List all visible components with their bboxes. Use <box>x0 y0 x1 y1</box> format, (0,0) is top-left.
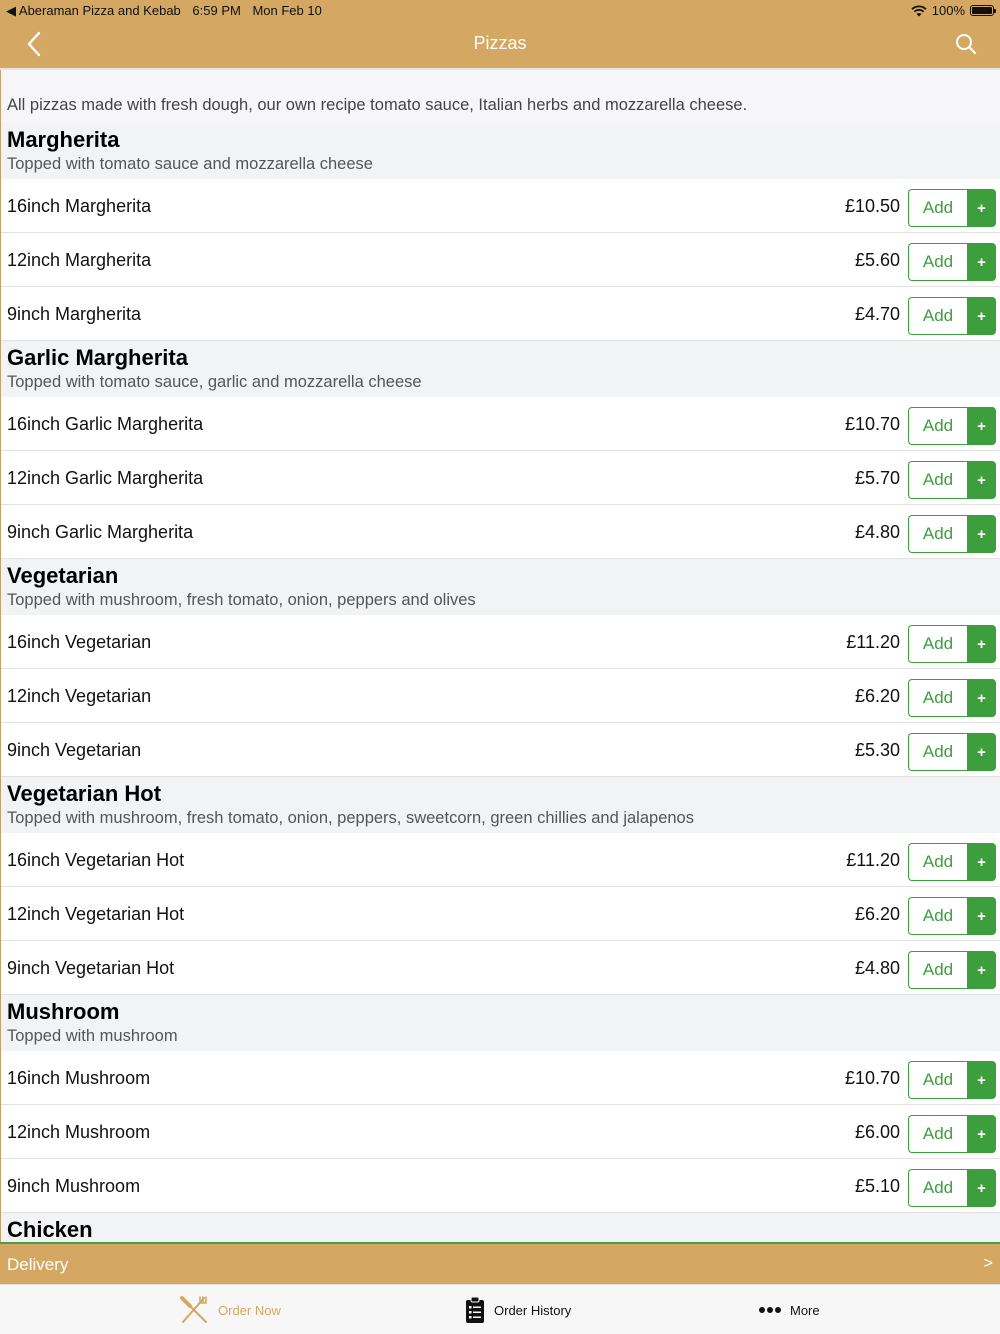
back-button[interactable] <box>18 28 50 60</box>
item-name: 12inch Margherita <box>7 250 152 270</box>
group-header <box>1 1213 1000 1242</box>
add-to-order-button[interactable] <box>908 515 996 553</box>
tab-more-label: More <box>790 1302 820 1318</box>
add-button-label: Add <box>908 461 967 499</box>
add-to-order-button[interactable] <box>908 843 996 881</box>
add-to-order-button[interactable] <box>908 1169 996 1207</box>
group-description: Topped with tomato sauce, garlic and mozzarella cheese <box>7 373 422 391</box>
item-price: £4.70 <box>854 304 900 324</box>
add-to-order-button[interactable] <box>908 733 996 771</box>
item-price: £6.00 <box>854 1122 900 1142</box>
add-to-order-button[interactable] <box>908 897 996 935</box>
menu-item-row <box>1 941 1000 995</box>
more-dots-icon <box>758 1306 782 1314</box>
menu-item-row <box>1 615 1000 669</box>
group-title: Mushroom <box>7 999 120 1024</box>
group-header <box>1 777 1000 833</box>
group-description: Topped with mushroom, fresh tomato, onion, peppers and olives <box>7 591 476 609</box>
add-to-order-button[interactable] <box>908 951 996 989</box>
item-price: £4.80 <box>854 958 900 978</box>
page-title: Pizzas <box>473 33 527 53</box>
add-button-label: Add <box>908 297 967 335</box>
item-name: 9inch Vegetarian <box>7 740 142 760</box>
plus-icon: + <box>967 897 996 935</box>
add-button-label: Add <box>908 1061 967 1099</box>
menu-list[interactable] <box>0 70 1000 1242</box>
group-header <box>1 341 1000 397</box>
menu-item-row <box>1 1051 1000 1105</box>
cutlery-icon <box>178 1294 210 1326</box>
category-intro: All pizzas made with fresh dough, our own recipe tomato sauce, Italian herbs and mozzarella cheese. <box>1 70 1000 123</box>
item-price: £5.10 <box>854 1176 900 1196</box>
status-left <box>6 3 330 19</box>
group-header <box>1 995 1000 1051</box>
add-to-order-button[interactable] <box>908 243 996 281</box>
plus-icon: + <box>967 951 996 989</box>
item-name: 16inch Garlic Margherita <box>7 414 204 434</box>
plus-icon: + <box>967 1169 996 1207</box>
add-button-label: Add <box>908 843 967 881</box>
plus-icon: + <box>967 843 996 881</box>
item-name: 16inch Vegetarian <box>7 632 152 652</box>
item-price: £11.20 <box>846 850 900 870</box>
group-header <box>1 123 1000 179</box>
item-name: 9inch Mushroom <box>7 1176 141 1196</box>
menu-groups <box>1 123 1000 1242</box>
plus-icon: + <box>967 1115 996 1153</box>
tab-order-history-label: Order History <box>494 1302 572 1318</box>
item-name: 12inch Mushroom <box>7 1122 151 1142</box>
navigation-bar <box>0 20 1000 68</box>
add-to-order-button[interactable] <box>908 625 996 663</box>
item-price: £5.70 <box>854 468 900 488</box>
status-right <box>911 3 994 18</box>
add-button-label: Add <box>908 951 967 989</box>
group-title: Vegetarian <box>7 563 119 588</box>
tab-order-now-label: Order Now <box>218 1302 281 1318</box>
menu-item-row <box>1 179 1000 233</box>
search-button[interactable] <box>950 28 982 60</box>
back-to-app-link[interactable]: ◀ Aberaman Pizza and Kebab <box>6 3 181 18</box>
menu-item-row <box>1 1159 1000 1213</box>
add-to-order-button[interactable] <box>908 407 996 445</box>
item-price: £10.70 <box>844 1068 900 1088</box>
menu-item-row <box>1 723 1000 777</box>
add-button-label: Add <box>908 189 967 227</box>
group-title: Garlic Margherita <box>7 345 188 370</box>
item-price: £11.20 <box>846 632 900 652</box>
item-price: £5.60 <box>854 250 900 270</box>
add-to-order-button[interactable] <box>908 679 996 717</box>
battery-fill <box>972 7 992 14</box>
item-price: £10.50 <box>844 196 900 216</box>
delivery-bar[interactable] <box>0 1242 1000 1284</box>
add-button-label: Add <box>908 679 967 717</box>
plus-icon: + <box>967 189 996 227</box>
plus-icon: + <box>967 733 996 771</box>
plus-icon: + <box>967 461 996 499</box>
item-name: 12inch Garlic Margherita <box>7 468 204 488</box>
tab-more[interactable] <box>758 1285 820 1334</box>
item-name: 12inch Vegetarian Hot <box>7 904 185 924</box>
add-to-order-button[interactable] <box>908 297 996 335</box>
add-button-label: Add <box>908 625 967 663</box>
group-title: Chicken <box>7 1217 93 1242</box>
menu-item-row <box>1 1105 1000 1159</box>
delivery-arrow: > <box>983 1255 993 1272</box>
group-description: Topped with mushroom, fresh tomato, onion, peppers, sweetcorn, green chillies and jalapenos <box>7 809 694 827</box>
battery-icon <box>970 5 994 16</box>
group-header <box>1 559 1000 615</box>
item-name: 16inch Margherita <box>7 196 152 216</box>
tab-bar <box>0 1284 1000 1334</box>
chevron-left-icon <box>26 31 42 57</box>
wifi-icon <box>911 5 927 17</box>
menu-item-row <box>1 451 1000 505</box>
item-name: 16inch Vegetarian Hot <box>7 850 185 870</box>
item-price: £6.20 <box>854 904 900 924</box>
menu-item-row <box>1 887 1000 941</box>
plus-icon: + <box>967 679 996 717</box>
add-to-order-button[interactable] <box>908 189 996 227</box>
group-description: Topped with mushroom <box>7 1027 178 1045</box>
item-name: 9inch Garlic Margherita <box>7 522 194 542</box>
battery-percent: 100% <box>931 3 965 18</box>
plus-icon: + <box>967 625 996 663</box>
menu-item-row <box>1 669 1000 723</box>
add-button-label: Add <box>908 243 967 281</box>
add-to-order-button[interactable] <box>908 461 996 499</box>
item-name: 9inch Margherita <box>7 304 142 324</box>
add-to-order-button[interactable] <box>908 1061 996 1099</box>
item-price: £4.80 <box>854 522 900 542</box>
group-title: Margherita <box>7 127 120 152</box>
add-button-label: Add <box>908 1169 967 1207</box>
add-button-label: Add <box>908 733 967 771</box>
plus-icon: + <box>967 243 996 281</box>
menu-item-row <box>1 505 1000 559</box>
menu-item-row <box>1 397 1000 451</box>
status-time: 6:59 PM <box>192 3 241 18</box>
add-button-label: Add <box>908 515 967 553</box>
item-name: 16inch Mushroom <box>7 1068 151 1088</box>
plus-icon: + <box>967 297 996 335</box>
plus-icon: + <box>967 515 996 553</box>
menu-item-row <box>1 233 1000 287</box>
group-title: Vegetarian Hot <box>7 781 162 806</box>
plus-icon: + <box>967 407 996 445</box>
item-price: £5.30 <box>854 740 900 760</box>
status-date: Mon Feb 10 <box>252 3 322 18</box>
add-button-label: Add <box>908 1115 967 1153</box>
menu-item-row <box>1 833 1000 887</box>
add-button-label: Add <box>908 897 967 935</box>
delivery-label: Delivery <box>7 1255 69 1274</box>
clipboard-list-icon <box>464 1296 486 1324</box>
group-description: Topped with tomato sauce and mozzarella cheese <box>7 155 373 173</box>
item-price: £6.20 <box>854 686 900 706</box>
item-price: £10.70 <box>844 414 900 434</box>
add-to-order-button[interactable] <box>908 1115 996 1153</box>
add-button-label: Add <box>908 407 967 445</box>
tab-order-history[interactable] <box>464 1285 571 1334</box>
search-icon <box>955 33 977 55</box>
status-bar <box>0 0 1000 20</box>
item-name: 12inch Vegetarian <box>7 686 152 706</box>
item-name: 9inch Vegetarian Hot <box>7 958 175 978</box>
menu-item-row <box>1 287 1000 341</box>
plus-icon: + <box>967 1061 996 1099</box>
tab-order-now[interactable] <box>178 1285 281 1334</box>
